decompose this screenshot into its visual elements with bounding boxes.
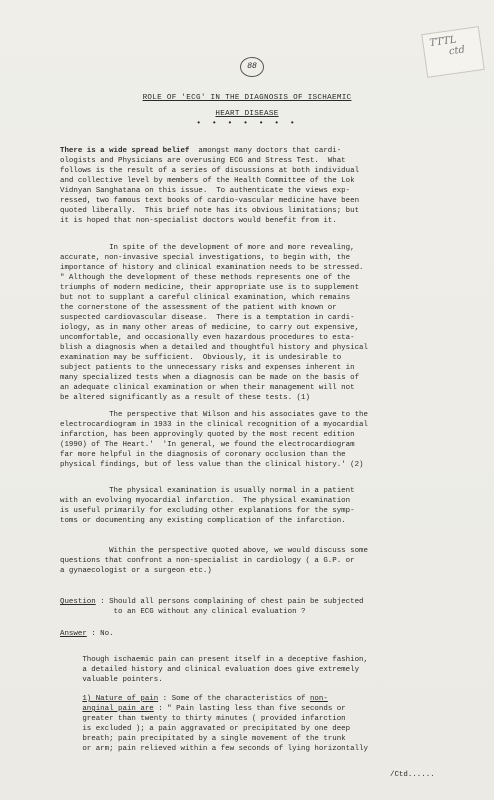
handwritten-tag (421, 26, 485, 78)
point-1-line2-underlined: anginal pain are (82, 705, 154, 713)
paragraph-1: In spite of the development of more and more revealing, accurate, non-invasive special investigations, to begin with, the importance of history and clinical examination needs to be stressed. " Although the development of these methods represents one of the triumphs of modern medicine, their appropriate use is to supplement but not to supplant a careful clinical examination, which remains the cornerstone of the assessment of the patient with known or suspected cardiovascular disease. There is a temptation in cardi- iology, as in many other areas of medicine, to carry out expensive, uncomfortable, and occasionally even hazardous procedures to esta- blish a diagnosis when a detailed and thoughtful history and physical examination may be sufficient. Obviously, it is undesirable to subject patients to the unnecessary risks and expenses inherent in many specialized tests when a diagnosis can be made on the basis of an adequate clinical examination or when their management will not be altered significantly as a result of these tests. (1) (60, 244, 368, 402)
intro-body: amongst many doctors that cardi- ologists and Physicians are overusing ECG and Stress Test. What follows is the result of a series of discussions at both individual and collective level by members of the Health Committee of the Lok Vidnyan Sanghatana on this issue. To authenticate the views exp- ressed, two famous text books of cardio-vascular medicine have been quoted liberally. This brief note has its obvious limitations; but it is hoped that non-specialist doctors would benefit from it. (60, 147, 360, 225)
tag-line-2: ctd (448, 44, 466, 58)
answer-block (60, 629, 455, 639)
paragraph-2: The perspective that Wilson and his associates gave to the electrocardiogram in 1933 in the clinical recognition of a myocardial infarction, has been approvingly quoted by the most recent edition (1990) of The Heart.' 'In general, we found the electrocardiogram far more helpful in the diagnosis of coronary occlusion than the physical findings, but of less value than the clinical history.' (2) (60, 411, 368, 469)
paragraph-5: Though ischaemic pain can present itself in a deceptive fashion, a detailed history and clinical evaluation does give extremely valuable pointers. (82, 656, 368, 684)
paragraph-3: The physical examination is usually normal in a patient with an evolving myocardial infarction. The physical examination is useful primarily for excluding other explanations for the symp- toms or documenting any existing complication of the infarction. (60, 487, 355, 525)
intro-paragraph (60, 146, 455, 226)
point-1-sep: : Some of the characteristics of (158, 695, 310, 703)
tag-line-1: TTTL (428, 34, 458, 50)
point-1 (60, 694, 455, 754)
question-label: Question (60, 598, 96, 606)
title-line-1: ROLE OF 'ECG' IN THE DIAGNOSIS OF ISCHAEMIC (142, 94, 352, 102)
question-block (60, 597, 455, 617)
question-text: : Should all persons complaining of chest pain be subjected to an ECG without any clinical evaluation ? (100, 598, 364, 616)
point-1-label: 1) Nature of pain (82, 695, 159, 703)
point-1-nonpart: non- (309, 695, 328, 703)
paragraph-4: Within the perspective quoted above, we would discuss some questions that confront a non-specialist in cardiology ( a G.P. or a gynaecologist or a surgeon etc.) (60, 547, 368, 575)
continued-marker: /Ctd...... (390, 771, 435, 779)
title-line-2: HEART DISEASE (215, 110, 279, 118)
answer-text: : No. (86, 630, 114, 638)
point-1-rest: : " Pain lasting less than five seconds or greater than twenty to thirty minutes ( provided infarction is excluded ); a pain aggravated or precipitated by one deep breath; pain precipitated by a single movement of the trunk or arm; pain relieved within a few seconds of lying horizontally (82, 705, 368, 753)
page-number-stamp: 88 (240, 57, 264, 77)
intro-lead: There is a wide spread belief (60, 147, 190, 155)
document-title (0, 94, 494, 128)
title-dots: • • • • • • • (196, 119, 298, 128)
answer-label: Answer (60, 630, 87, 638)
